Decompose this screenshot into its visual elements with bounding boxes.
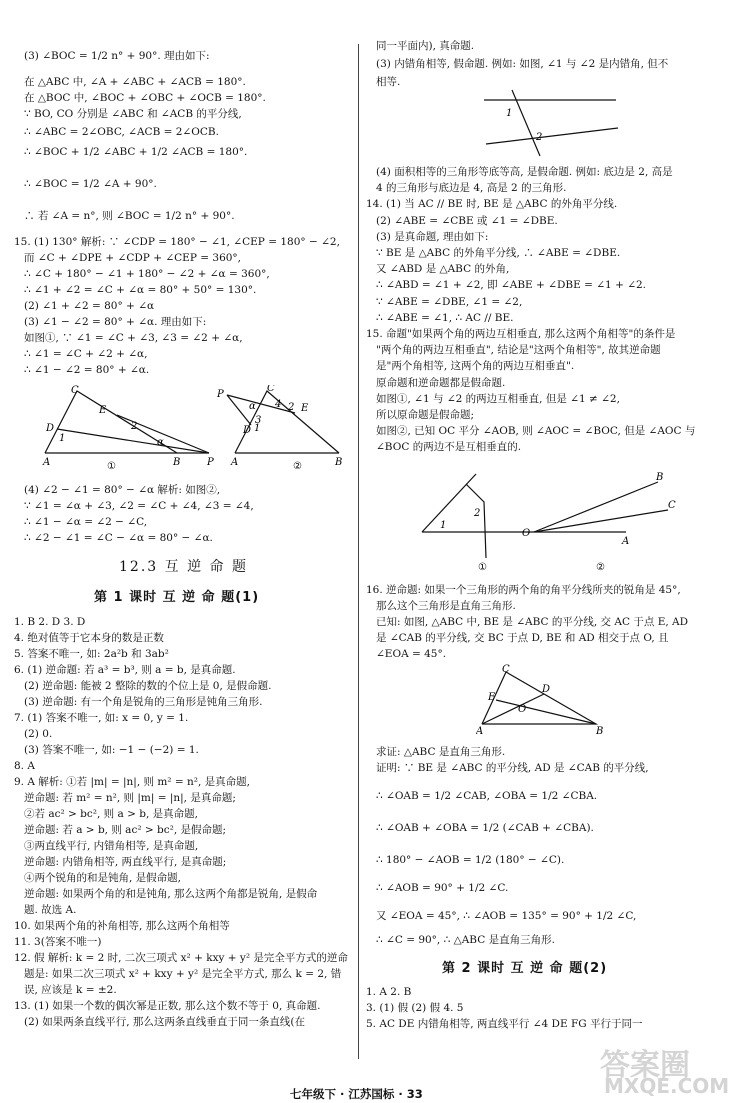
text-line: 证明: ∵ BE 是 ∠ABC 的平分线, AD 是 ∠CAB 的平分线, [376,762,649,774]
text-line: ∴ ∠2 − ∠1 = ∠C − ∠α = 80° − ∠α. [24,532,213,544]
text-line: 9. A 解析: ①若 |m| = |n|, 则 m² = n², 是真命题, [14,776,250,788]
text-line: ∴ ∠AOB = 90° + 1/2 ∠C. [376,882,509,894]
text-line: 在 △BOC 中, ∠BOC + ∠OBC + ∠OCB = 180°. [24,92,266,104]
text-line: 相等. [376,76,401,88]
svg-text:E: E [488,692,496,703]
svg-text:C: C [71,385,79,396]
lesson-2-title: 第 2 课时 互 逆 命 题(2) [442,961,608,976]
text-line: 4. 绝对值等于它本身的数是正数 [14,632,164,644]
text-line: 是"两个角相等, 这两个角的两边互相垂直". [376,360,575,372]
text-line: 3. (1) 假 (2) 假 4. 5 [366,1002,464,1014]
svg-text:1: 1 [254,423,261,434]
text-line: (2) ∠1 + ∠2 = 80° + ∠α [24,300,155,312]
svg-text:B: B [335,457,343,468]
text-line: 是 ∠CAB 的平分线, 交 BC 于点 D, BE 和 AD 相交于点 O, 且 [376,632,669,644]
svg-text:2: 2 [131,421,138,432]
figure-15-diagrams [39,385,349,475]
text-line: "两个角的两边互相垂直", 结论是"这两个角相等", 故其逆命题 [376,344,661,356]
figure-label-2: ② [293,461,302,472]
text-line: ∠BOC 的两边不是互相垂直的. [376,441,522,453]
text-line: 7. (1) 答案不唯一, 如: x = 0, y = 1. [14,712,189,724]
svg-text:C: C [668,500,676,511]
svg-text:B: B [656,472,664,483]
text-line: 原命题和逆命题都是假命题. [376,377,506,389]
text-line: 那么这个三角形是直角三角形. [376,600,516,612]
svg-text:B: B [596,726,604,736]
text-line: ∴ ∠ABC = 2∠OBC, ∠ACB = 2∠OCB. [24,126,219,138]
text-line: 13. (1) 如果一个数的偶次幂是正数, 那么这个数不等于 0, 真命题. [14,1000,321,1012]
text-line: ∴ ∠1 − ∠2 = 80° + ∠α. [24,364,150,376]
svg-text:D: D [243,425,252,436]
text-line: 15. (1) 130° 解析: ∵ ∠CDP = 180° − ∠1, ∠CEP = 180° − ∠2, [14,236,340,248]
text-line: ∴ ∠C = 90°, ∴ △ABC 是直角三角形. [376,934,555,946]
svg-text:B: B [173,457,181,468]
text-line: 4 的三角形与底边是 4, 高是 2 的三角形. [376,182,567,194]
text-line: 16. 逆命题: 如果一个三角形的两个角的角平分线所夹的锐角是 45°, [366,584,681,596]
text-line: 12. 假 解析: k = 2 时, 二次三项式 x² + kxy + y² 是完全平方式的逆命 [14,952,348,964]
svg-text:D: D [46,423,55,434]
text-line: 15. 命题"如果两个角的两边互相垂直, 那么这两个角相等"的条件是 [366,328,676,340]
text-line: ∵ BE 是 △ABC 的外角平分线, ∴ ∠ABE = ∠DBE. [376,247,621,259]
text-line: 如图①, ∠1 与 ∠2 的两边互相垂直, 但是 ∠1 ≠ ∠2, [376,393,620,405]
svg-text:1: 1 [440,520,447,531]
text-line: ∵ BO, CO 分别是 ∠ABC 和 ∠ACB 的平分线, [24,108,242,120]
text-line: 1. B 2. D 3. D [14,616,86,628]
text-line: ∴ ∠1 = ∠C + ∠2 + ∠α, [24,348,148,360]
figure-label-right-1: ① [478,562,487,573]
svg-text:O: O [518,704,527,715]
text-line: ④两个锐角的和是钝角, 是假命题, [24,872,182,884]
figure-13-parallel-lines [476,88,626,158]
text-line: ∴ ∠ABE = ∠1, ∴ AC // BE. [376,312,514,324]
text-line: (2) 逆命题: 能被 2 整除的数的个位上是 0, 是假命题. [24,680,272,692]
text-line: (3) 内错角相等, 假命题. 例如: 如图, ∠1 与 ∠2 是内错角, 但不 [376,58,669,70]
figure-label-right-2: ② [596,562,605,573]
text-line: 逆命题: 内错角相等, 两直线平行, 是真命题; [24,856,227,868]
svg-text:2: 2 [474,508,481,519]
text-line: ∴ 若 ∠A = n°, 则 ∠BOC = 1/2 n° + 90°. [24,210,235,222]
text-line: ∴ 180° − ∠AOB = 1/2 (180° − ∠C). [376,854,565,866]
text-line: 8. A [14,760,35,772]
text-line: ∴ ∠BOC = 1/2 ∠A + 90°. [24,178,157,190]
svg-text:α: α [249,401,256,412]
text-line: (3) ∠1 − ∠2 = 80° + ∠α. 理由如下: [24,316,207,328]
text-line: 已知: 如图, △ABC 中, BE 是 ∠ABC 的平分线, 交 AC 于点 E, AD [376,616,689,628]
text-line: (3) 逆命题: 有一个角是锐角的三角形是钝角三角形. [24,696,263,708]
text-line: (3) 是真命题, 理由如下: [376,231,489,243]
svg-text:E: E [99,405,107,416]
text-line: (3) ∠BOC = 1/2 n° + 90°. 理由如下: [24,50,210,62]
svg-text:1: 1 [506,108,513,119]
text-line: ③两直线平行, 内错角相等, 是真命题, [24,840,199,852]
text-line: ∴ ∠OAB + ∠OBA = 1/2 (∠CAB + ∠CBA). [376,822,594,834]
svg-text:E: E [301,403,309,414]
text-line: 1. A 2. B [366,986,412,998]
page-footer: 七年级下 · 江苏国标 · 33 [290,1087,423,1101]
text-line: (3) 答案不唯一, 如: −1 − (−2) = 1. [24,744,199,756]
text-line: 10. 如果两个角的补角相等, 那么这两个角相等 [14,920,230,932]
text-line: ∵ ∠1 = ∠α + ∠3, ∠2 = ∠C + ∠4, ∠3 = ∠4, [24,500,254,512]
svg-text:1: 1 [59,433,66,444]
text-line: 6. (1) 逆命题: 若 a³ = b³, 则 a = b, 是真命题. [14,664,236,676]
svg-text:A: A [43,457,51,468]
svg-text:A: A [476,726,484,736]
text-line: 而 ∠C + ∠DPE + ∠CDP + ∠CEP = 360°, [24,252,242,264]
text-line: ∴ ∠1 + ∠2 = ∠C + ∠α = 80° + 50° = 130°. [24,284,257,296]
text-line: 求证: △ABC 是直角三角形. [376,746,506,758]
text-line: 又 ∠ABD 是 △ABC 的外角, [376,263,510,275]
svg-text:A: A [622,536,630,547]
text-line: 如图①, ∵ ∠1 = ∠C + ∠3, ∠3 = ∠2 + ∠α, [24,332,243,344]
section-title: 12.3 互 逆 命 题 [119,559,248,575]
figure-16-triangle [476,664,606,736]
watermark-logo: 答案圈 [600,1048,690,1083]
svg-text:2: 2 [288,402,295,413]
text-line: (2) 如果两条直线平行, 那么这两条直线垂直于同一条直线(在 [24,1016,305,1028]
column-divider [358,44,359,1059]
svg-text:C: C [502,664,510,675]
text-line: ∴ ∠ABD = ∠1 + ∠2, 即 ∠ABE + ∠DBE = ∠1 + ∠2. [376,279,647,291]
text-line: 5. AC DE 内错角相等, 两直线平行 ∠4 DE FG 平行于同一 [366,1018,643,1030]
text-line: 14. (1) 当 AC // BE 时, BE 是 △ABC 的外角平分线. [366,198,618,210]
text-line: 逆命题: 若 m² = n², 则 |m| = |n|, 是真命题; [24,792,236,804]
svg-text:A: A [231,457,239,468]
svg-text:O: O [522,528,531,539]
svg-text:2: 2 [536,132,543,143]
text-line: ∠EOA = 45°. [376,648,447,660]
figure-label-1: ① [107,461,116,472]
svg-text:C: C [267,385,275,394]
svg-text:D: D [542,684,551,695]
text-line: 所以原命题是假命题; [376,409,475,421]
svg-text:P: P [207,457,214,468]
text-line: 题是: 如果二次三项式 x² + kxy + y² 是完全平方式, 那么 k = 2, 错 [24,968,342,980]
svg-text:P: P [217,389,224,400]
svg-text:4: 4 [275,399,282,410]
text-line: 如图②, 已知 OC 平分 ∠AOB, 则 ∠AOC = ∠BOC, 但是 ∠AOC 与 [376,425,696,437]
text-line: ∴ ∠1 − ∠α = ∠2 − ∠C, [24,516,148,528]
text-line: ②若 ac² > bc², 则 a > b, 是真命题, [24,808,198,820]
text-line: 在 △ABC 中, ∠A + ∠ABC + ∠ACB = 180°. [24,76,246,88]
text-line: 同一平面内), 真命题. [376,40,475,52]
figure-15-right-diagrams [416,468,716,573]
watermark-url: MXQE.COM [604,1074,730,1098]
text-line: 又 ∠EOA = 45°, ∴ ∠AOB = 135° = 90° + 1/2 ∠C, [376,910,637,922]
svg-text:α: α [157,437,164,448]
text-line: 11. 3(答案不唯一) [14,936,102,948]
text-line: 5. 答案不唯一, 如: 2a²b 和 3ab² [14,648,169,660]
text-line: 逆命题: 如果两个角的和是钝角, 那么这两个角都是锐角, 是假命 [24,888,318,900]
text-line: (2) ∠ABE = ∠CBE 或 ∠1 = ∠DBE. [376,215,558,227]
text-line: 逆命题: 若 a > b, 则 ac² > bc², 是假命题; [24,824,227,836]
svg-text:3: 3 [255,415,262,426]
text-line: (2) 0. [24,728,53,740]
text-line: (4) 面积相等的三角形等底等高, 是假命题. 例如: 底边是 2, 高是 [376,166,673,178]
text-line: ∴ ∠OAB = 1/2 ∠CAB, ∠OBA = 1/2 ∠CBA. [376,790,598,802]
text-line: 误, 应该是 k = ±2. [24,984,117,996]
text-line: ∴ ∠C + 180° − ∠1 + 180° − ∠2 + ∠α = 360°, [24,268,270,280]
text-line: 题. 故选 A. [24,904,77,916]
text-line: ∵ ∠ABE = ∠DBE, ∠1 = ∠2, [376,296,523,308]
lesson-1-title: 第 1 课时 互 逆 命 题(1) [94,590,260,605]
text-line: (4) ∠2 − ∠1 = 80° − ∠α 解析: 如图②, [24,484,221,496]
text-line: ∴ ∠BOC + 1/2 ∠ABC + 1/2 ∠ACB = 180°. [24,146,248,158]
